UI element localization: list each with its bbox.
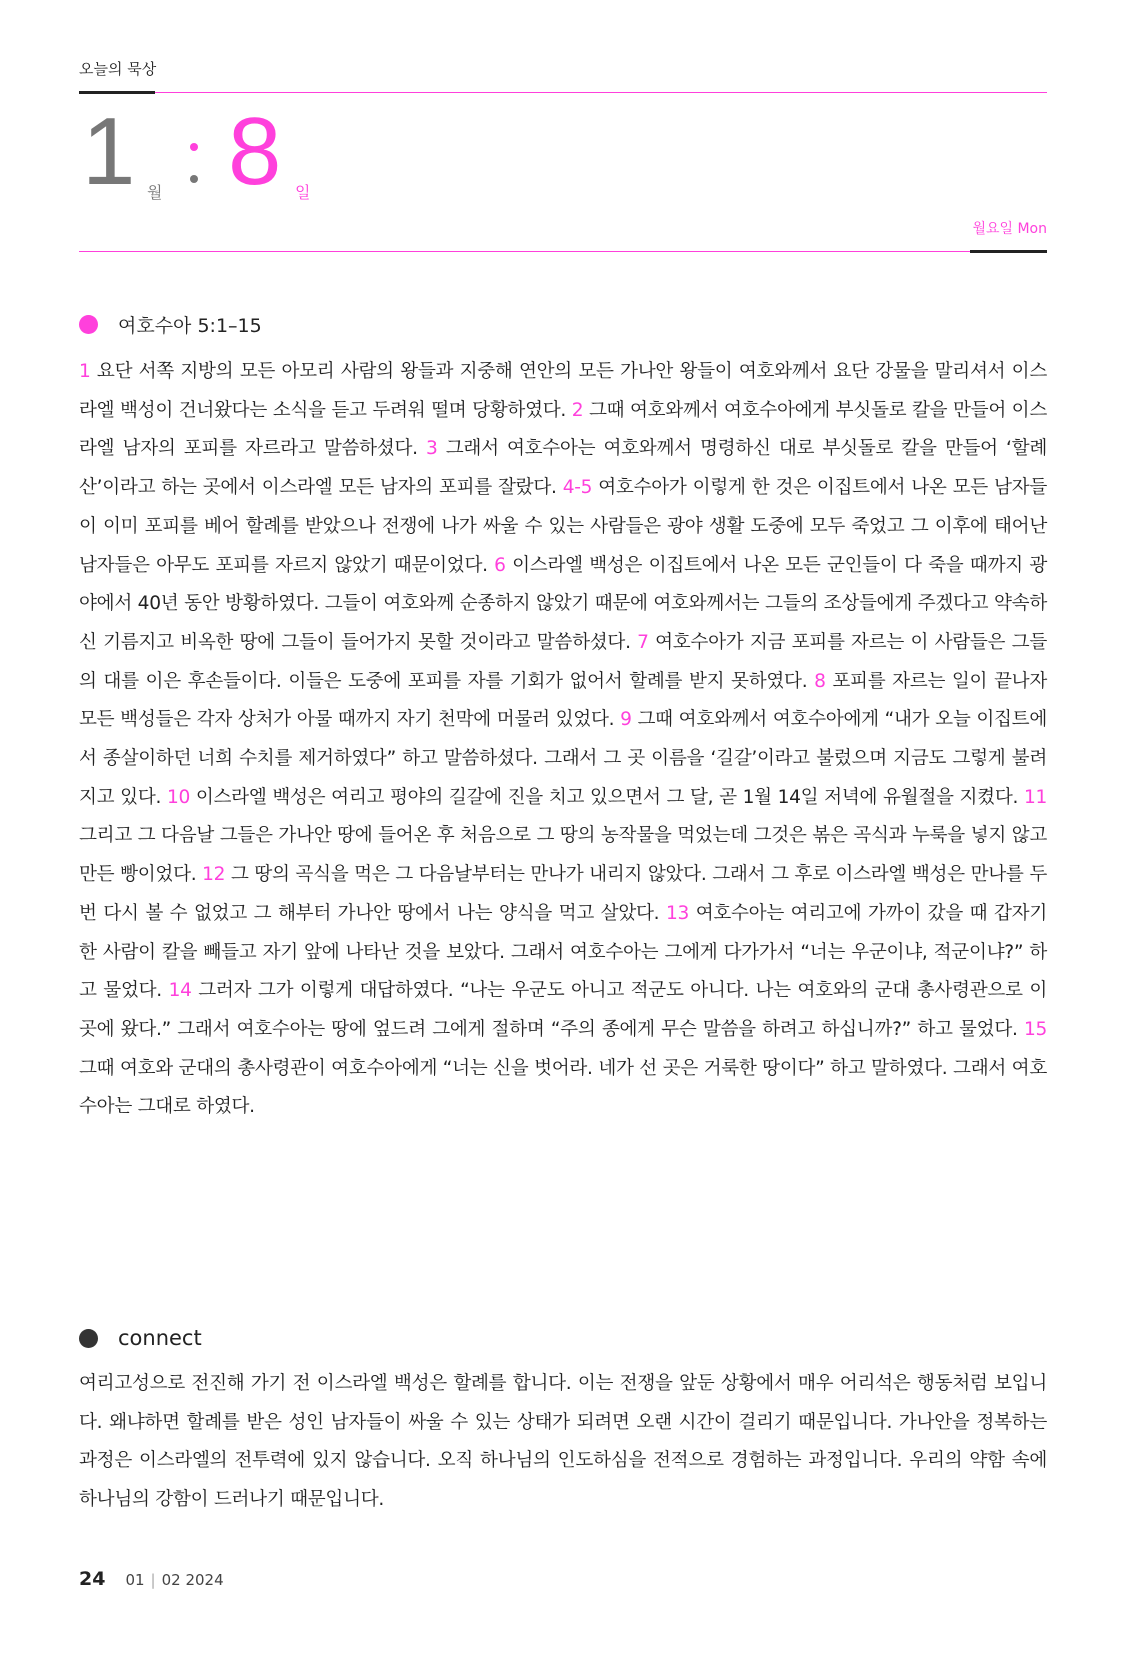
connect-heading xyxy=(79,1326,202,1350)
verse-text: 그러자 그가 이렇게 대답하였다. “나는 우군도 아니고 적군도 아니다. 나는 여호와의 군대 총사령관으로 이 곳에 왔다.” 그래서 여호수아는 땅에 엎드려 그에게 절하며 “주의 종에게 무슨 말씀을 하려고 하십니까?” 하고 물었다. xyxy=(79,980,1048,1040)
header-rule-accent xyxy=(79,91,155,94)
scripture-text xyxy=(79,353,1047,1127)
verse-number: 12 xyxy=(202,864,226,886)
verse-number: 9 xyxy=(620,709,632,731)
verse-text: 이스라엘 백성은 여리고 평야의 길갈에 진을 치고 있으면서 그 달, 곧 1월 14일 저녁에 유월절을 지켰다. xyxy=(190,786,1024,808)
page-footer xyxy=(79,1568,224,1590)
verse-number: 4-5 xyxy=(562,477,593,499)
weekday-label: 월요일 Mon xyxy=(972,221,1047,237)
date-colon-icon xyxy=(190,143,198,191)
verse-number: 11 xyxy=(1023,786,1047,808)
verse-number: 8 xyxy=(814,670,826,692)
date-rule-accent xyxy=(970,250,1047,253)
verse-number: 3 xyxy=(425,438,438,460)
verse-text: 그 땅의 곡식을 먹은 그 다음날부터는 만나가 내리지 않았다. 그래서 그 후로 이스라엘 백성은 만나를 두 번 다시 볼 수 없었고 그 해부터 가나안 땅에서 나는 양식을 먹고 살았다. xyxy=(79,864,1047,924)
verse-text: 그래서 여호수아는 여호와께서 명령하신 대로 부싯돌로 칼을 만들어 ‘할례산’이라고 하는 곳에서 이스라엘 모든 남자의 포피를 잘랐다. xyxy=(79,438,1047,499)
section-title: 오늘의 묵상 xyxy=(79,60,157,78)
verse-number: 6 xyxy=(494,554,506,576)
verse-text: 여호수아는 여리고에 가까이 갔을 때 갑자기 한 사람이 칼을 빼들고 자기 앞에 나타난 것을 보았다. 그래서 여호수아는 그에게 다가가서 “너는 우군이냐, 적군이냐?” 하고 물었다. xyxy=(79,902,1047,1002)
date-month: 1 xyxy=(82,98,136,205)
issue-separator: | xyxy=(150,1571,156,1589)
verse-number: 7 xyxy=(637,631,649,653)
verse-text: 그때 여호와께서 여호수아에게 “내가 오늘 이집트에서 종살이하던 너희 수치를 제거하였다” 하고 말씀하셨다. 그래서 그 곳 이름을 ‘길갈’이라고 불렀으며 지금도 그렇게 불려지고 있다. xyxy=(79,709,1047,808)
bullet-icon xyxy=(79,315,98,334)
verse-text: 여호수아가 이렇게 한 것은 이집트에서 나온 모든 남자들이 이미 포피를 베어 할례를 받았으나 전쟁에 나가 싸울 수 있는 사람들은 광야 생활 도중에 모두 죽었고 그 이후에 태어난 남자들은 아무도 포피를 자르지 않았기 때문이었다. xyxy=(79,477,1047,576)
verse-text: 여호수아가 지금 포피를 자르는 이 사람들은 그들의 대를 이은 후손들이다. 이들은 도중에 포피를 자를 기회가 없어서 할례를 받지 못하였다. xyxy=(79,631,1047,692)
date-rule xyxy=(79,251,1047,252)
verse-number: 15 xyxy=(1023,1018,1047,1040)
connect-title: connect xyxy=(118,1326,202,1350)
verse-text: 포피를 자르는 일이 끝나자 모든 백성들은 각자 상처가 아물 때까지 자기 천막에 머물러 있었다. xyxy=(79,670,1047,731)
verse-number: 13 xyxy=(665,902,690,924)
date-day: 8 xyxy=(228,98,282,205)
page-number: 24 xyxy=(79,1568,106,1590)
bullet-icon xyxy=(79,1329,98,1348)
header-rule xyxy=(79,92,1047,93)
issue-month: 01 xyxy=(125,1571,145,1589)
verse-number: 2 xyxy=(571,399,584,421)
verse-text: 그때 여호와께서 여호수아에게 부싯돌로 칼을 만들어 이스라엘 남자의 포피를 자르라고 말씀하셨다. xyxy=(79,399,1047,460)
verse-text: 그때 여호와 군대의 총사령관이 여호수아에게 “너는 신을 벗어라. 네가 선 곳은 거룩한 땅이다” 하고 말하였다. 그래서 여호수아는 그대로 하였다. xyxy=(79,1057,1047,1118)
verse-text: 요단 서쪽 지방의 모든 아모리 사람의 왕들과 지중해 연안의 모든 가나안 왕들이 여호와께서 요단 강물을 말리셔서 이스라엘 백성이 건너왔다는 소식을 듣고 두려워 떨며 당황하였다. xyxy=(79,361,1047,421)
date-day-unit: 일 xyxy=(295,183,311,202)
passage-reference: 여호수아 5:1–15 xyxy=(118,315,262,337)
issue-info xyxy=(125,1571,223,1589)
date-month-unit: 월 xyxy=(147,183,163,202)
verse-text: 그리고 그 다음날 그들은 가나안 땅에 들어온 후 처음으로 그 땅의 농작물을 먹었는데 그것은 볶은 곡식과 누룩을 넣지 않고 만든 빵이었다. xyxy=(79,825,1048,886)
connect-body: 여리고성으로 전진해 가기 전 이스라엘 백성은 할례를 합니다. 이는 전쟁을 앞둔 상황에서 매우 어리석은 행동처럼 보입니다. 왜냐하면 할례를 받은 성인 남자들이 싸울 수 있는 상태가 되려면 오랜 시간이 걸리기 때문입니다. 가나안을 정복하는 과정은 이스라엘의 전투력에 있지 않습니다. 오직 하나님의 인도하심을 전적으로 경험하는 과정입니다. 우리의 약함 속에 하나님의 강함이 드러나기 때문입니다. xyxy=(79,1373,1047,1511)
verse-number: 10 xyxy=(166,786,191,808)
verse-number: 14 xyxy=(168,980,192,1002)
issue-year: 02 2024 xyxy=(161,1571,224,1589)
passage-heading xyxy=(79,311,262,338)
verse-number: 1 xyxy=(79,361,91,382)
verse-text: 이스라엘 백성은 이집트에서 나온 모든 군인들이 다 죽을 때까지 광야에서 40년 동안 방황하였다. 그들이 여호와께 순종하지 않았기 때문에 여호와께서는 그들의 조상들에게 주겠다고 약속하신 기름지고 비옥한 땅에 그들이 들어가지 못할 것이라고 말씀하셨다. xyxy=(79,554,1048,653)
